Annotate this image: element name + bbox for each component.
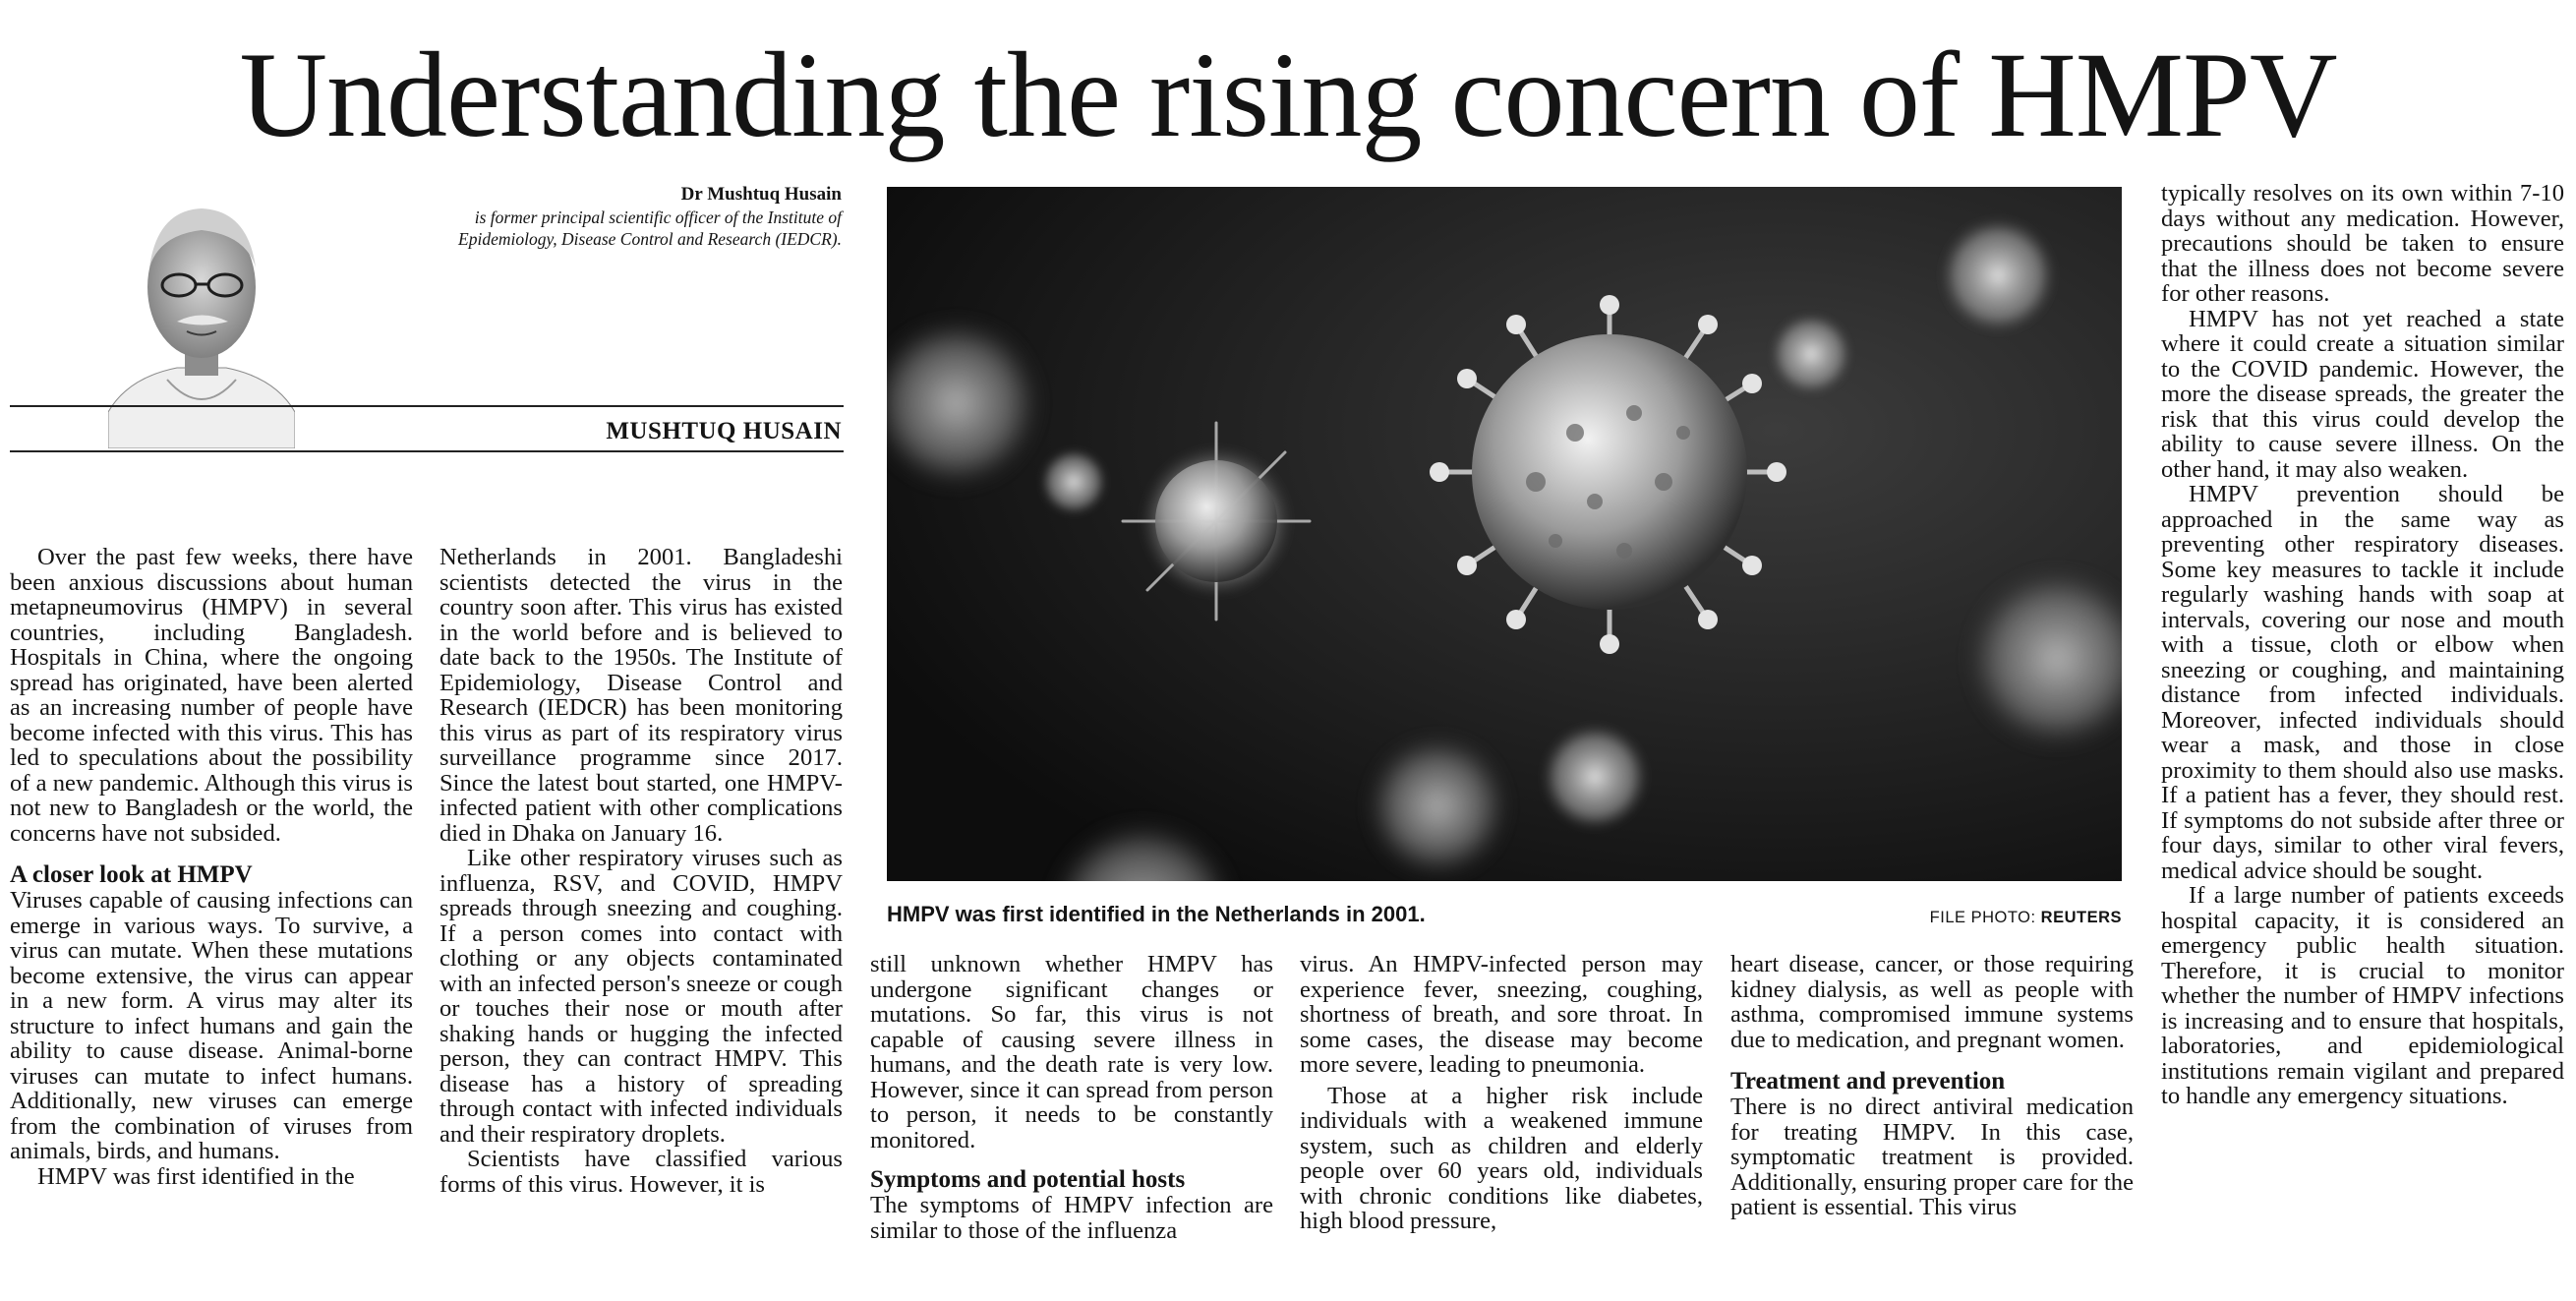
paragraph: Netherlands in 2001. Bangladeshi scientists detected the virus in the country soon after. This virus has existed in the world before and is believed to date back to the 1950s. The Institute of Epidemiology, Disease Control and Research (IEDCR) has been monitoring this virus as part of its respiratory virus surveillance programme since 2017. Since the latest bout started, one HMPV-infected patient with other complications died in Dhaka on January 16.	[439, 545, 843, 847]
paragraph: Those at a higher risk include individuals with a weakened immune system, such as children and elderly people over 60 years old, individuals with chronic conditions like diabetes, high blood pressure,	[1300, 1082, 1703, 1234]
divider	[10, 450, 844, 452]
subheading: Symptoms and potential hosts	[870, 1166, 1186, 1193]
paragraph: HMPV has not yet reached a state where it could create a situation similar to the COVID pandemic. However, the more the disease spreads, the greater the risk that this virus could develop the ability to cause severe illness. On the other hand, it may also weaken.	[2161, 305, 2564, 483]
paragraph: typically resolves on its own within 7-10 days without any medication. However, precautions should be taken to ensure that the illness does not become severe for other reasons.	[2161, 181, 2564, 307]
photo-credit-prefix: FILE PHOTO:	[1929, 909, 2036, 926]
paragraph: HMPV was first identified in the	[37, 1162, 355, 1190]
paragraph: still unknown whether HMPV has undergone significant changes or mutations. So far, this virus is not capable of causing severe illness in humans, and the death rate is very low. However, since it can spread from person to person, it needs to be constantly monitored.	[870, 952, 1273, 1153]
paragraph: virus. An HMPV-infected person may experience fever, sneezing, coughing, shortness of breath, and sore throat. In some cases, the disease may become more severe, leading to pneumonia.	[1300, 952, 1703, 1078]
article-column-4	[1300, 952, 1703, 1301]
article-column-5	[1730, 952, 2134, 1301]
divider	[10, 405, 844, 407]
byline-name: Dr Mushtuq Husain	[680, 184, 842, 205]
paragraph: The symptoms of HMPV infection are similar to those of the influenza	[870, 1192, 1273, 1244]
article-column-2	[439, 545, 843, 1301]
photo-credit-source: REUTERS	[2040, 909, 2122, 926]
paragraph: heart disease, cancer, or those requiring kidney dialysis, as well as people with asthma, compromised immune systems due to medication, and pregnant women.	[1730, 952, 2134, 1053]
paragraph: Over the past few weeks, there have been anxious discussions about human metapneumovirus (HMPV) in several countries, including Bangladesh. Hospitals in China, where the ongoing spread has originated, have been alerted as an increasing number of people have become infected with this virus. This has led to speculations about the possibility of a new pandemic. Although this virus is not new to Bangladesh or the world, the concerns have not subsided.	[10, 545, 413, 847]
paragraph: There is no direct antiviral medication for treating HMPV. In this case, symptomatic treatment is provided. Additionally, ensuring proper care for the patient is essential. This virus	[1730, 1094, 2134, 1220]
author-portrait	[108, 191, 295, 448]
virus-illustration	[887, 187, 2122, 881]
headline: Understanding the rising concern of HMPV	[239, 28, 2337, 162]
paragraph: If a large number of patients exceeds hospital capacity, it is considered an emergency public health situation. Therefore, it is crucial to monitor whether the number of HMPV infections is increasing and to ensure that hospitals, laboratories, and epidemiological institutions remain vigilant and prepared to handle any emergency situations.	[2161, 882, 2564, 1109]
paragraph: Viruses capable of causing infections can emerge in various ways. To survive, a virus can mutate. When these mutations become extensive, the virus can appear in a new form. A virus may alter its structure to infect humans and gain the ability to cause disease. Animal-borne viruses can mutate to infect humans. Additionally, new viruses can emerge from the combination of viruses from animals, birds, and humans.	[10, 887, 413, 1164]
article-column-1	[10, 545, 413, 1301]
photo-credit	[1930, 907, 2122, 928]
subheading: Treatment and prevention	[1730, 1068, 2006, 1094]
author-name: MUSHTUQ HUSAIN	[606, 418, 842, 444]
article-column-3	[870, 952, 1273, 1301]
virus-photo	[887, 187, 2122, 881]
paragraph: Like other respiratory viruses such as influenza, RSV, and COVID, HMPV spreads through sneezing and coughing. If a person comes into contact with clothing or any objects contaminated with an infected person's sneeze or cough or touches their nose or mouth after shaking hands or hugging the infected person, they can contract HMPV. This disease has a history of spreading through contact with infected individuals and their respiratory droplets.	[439, 845, 843, 1148]
author-block	[10, 183, 844, 452]
paragraph: HMPV prevention should be approached in the same way as preventing other respiratory diseases. Some key measures to tackle it include regularly washing hands with soap at intervals, covering our nose and mouth with a tissue, cloth or elbow when sneezing or coughing, and maintaining distance from infected individuals. Moreover, infected individuals should wear a mask, and those in close proximity to them should also use masks. If a patient has a fever, they should rest. If symptoms do not subside after three or four days, similar to other viral fevers, medical advice should be sought.	[2161, 481, 2564, 884]
paragraph: Scientists have classified various forms of this virus. However, it is	[439, 1146, 843, 1198]
byline-description: is former principal scientific officer of the Institute of Epidemiology, Disease Control and Research (IEDCR).	[458, 207, 842, 249]
article-column-6	[2161, 181, 2564, 1301]
photo-caption: HMPV was first identified in the Netherlands in 2001.	[887, 902, 1426, 926]
subheading: A closer look at HMPV	[10, 861, 253, 888]
